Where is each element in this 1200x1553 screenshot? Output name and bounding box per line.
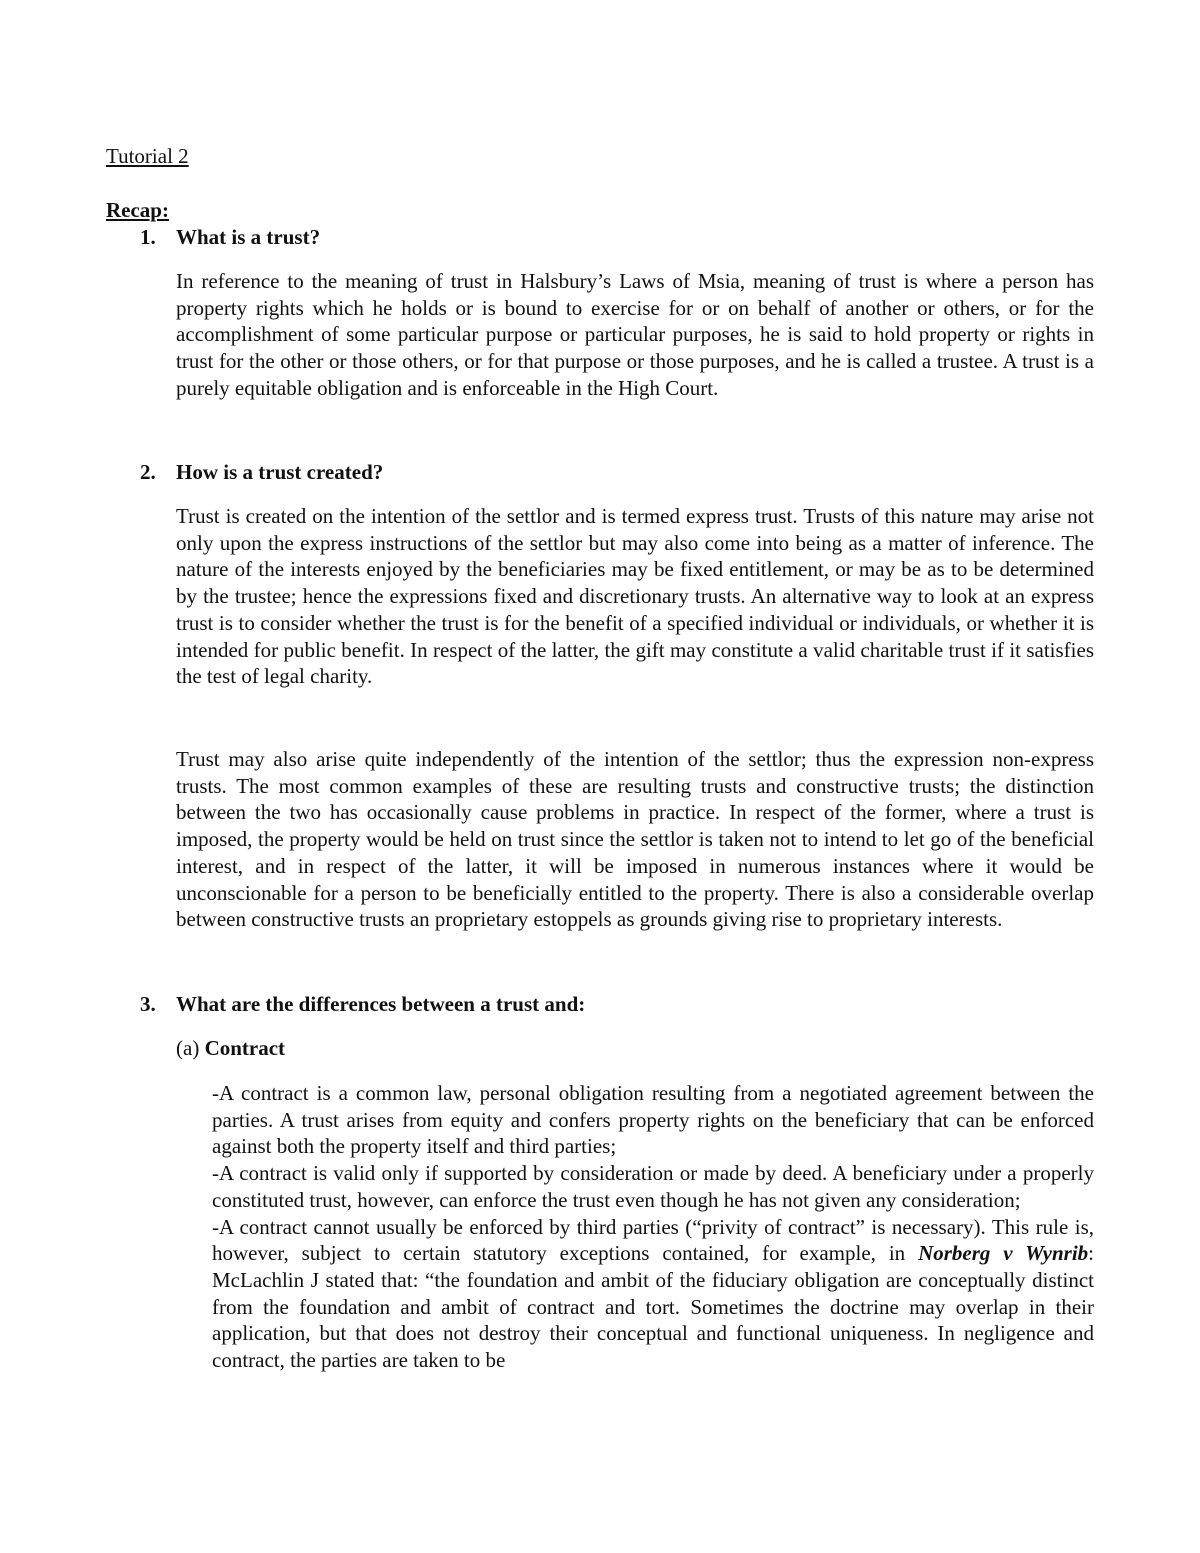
- subsection-a-heading: [176, 1035, 285, 1062]
- contract-point-2: -A contract is valid only if supported by consideration or made by deed. A beneficiary under a properly constituted trust, however, can enforce the trust even though he has not given any consideration;: [212, 1161, 1094, 1212]
- question-2-heading: How is a trust created?: [176, 460, 384, 484]
- question-1-heading: What is a trust?: [176, 225, 321, 249]
- question-1-answer: In reference to the meaning of trust in Halsbury’s Laws of Msia, meaning of trust is where a person has property rights which he holds or is bound to exercise for or on behalf of another or others, or for the accomplishment of some particular purpose or particular purposes, he is said to hold property or rights in trust for the other or those others, or for that purpose or those purposes, and he is called a trustee. A trust is a purely equitable obligation and is enforceable in the High Court.: [176, 269, 1094, 400]
- contract-differences: [212, 1080, 1094, 1374]
- question-1-number: 1.: [140, 225, 156, 249]
- case-name: Norberg v Wynrib: [918, 1241, 1089, 1266]
- question-3-heading: What are the differences between a trust and:: [176, 992, 586, 1016]
- subsection-a-label: (a): [176, 1036, 200, 1060]
- recap-heading: Recap:: [106, 198, 169, 222]
- document-title: Tutorial 2: [106, 144, 189, 168]
- question-2-answer-paragraph-1: Trust is created on the intention of the settlor and is termed express trust. Trusts of this nature may arise not only upon the express instructions of the settlor but may also come into being as a matter of inference. The nature of the interests enjoyed by the beneficiaries may be fixed entitlement, or may be as to be determined by the trustee; hence the expressions fixed and discretionary trusts. An alternative way to look at an express trust is to consider whether the trust is for the benefit of a specified individual or individuals, or whether it is intended for public benefit. In respect of the latter, the gift may constitute a valid charitable trust if it satisfies the test of legal charity.: [176, 504, 1094, 689]
- contract-point-3: [212, 1214, 1094, 1374]
- contract-point-1: -A contract is a common law, personal obligation resulting from a negotiated agreement between the parties. A trust arises from equity and confers property rights on the beneficiary that can be enforced against both the property itself and third parties;: [212, 1081, 1094, 1159]
- contract-point-3-quote: : McLachlin J stated that: “the foundation and ambit of the fiduciary obligation are conceptually distinct from the foundation and ambit of contract and tort. Sometimes the doctrine may overlap in their application, but that does not destroy their conceptual and functional uniqueness. In negligence and contract, the parties are taken to be: [212, 1241, 1095, 1373]
- subsection-a-title: Contract: [204, 1036, 286, 1060]
- question-3-number: 3.: [140, 992, 156, 1016]
- question-2-number: 2.: [140, 460, 156, 484]
- contract-point-3-intro: -A contract cannot usually be enforced by third parties (“privity of contract” is necessary). This rule is, however, subject to certain statutory exceptions contained, for example, in: [212, 1214, 1094, 1266]
- question-2-answer-paragraph-2: Trust may also arise quite independently of the intention of the settlor; thus the expression non-express trusts. The most common examples of these are resulting trusts and constructive trusts; the distinction between the two has occasionally cause problems in practice. In respect of the former, where a trust is imposed, the property would be held on trust since the settlor is taken not to intend to let go of the beneficial interest, and in respect of the latter, it will be imposed in numerous instances where it would be unconscionable for a person to be beneficially entitled to the property. There is also a considerable overlap between constructive trusts an proprietary estoppels as grounds giving rise to proprietary interests.: [176, 747, 1094, 932]
